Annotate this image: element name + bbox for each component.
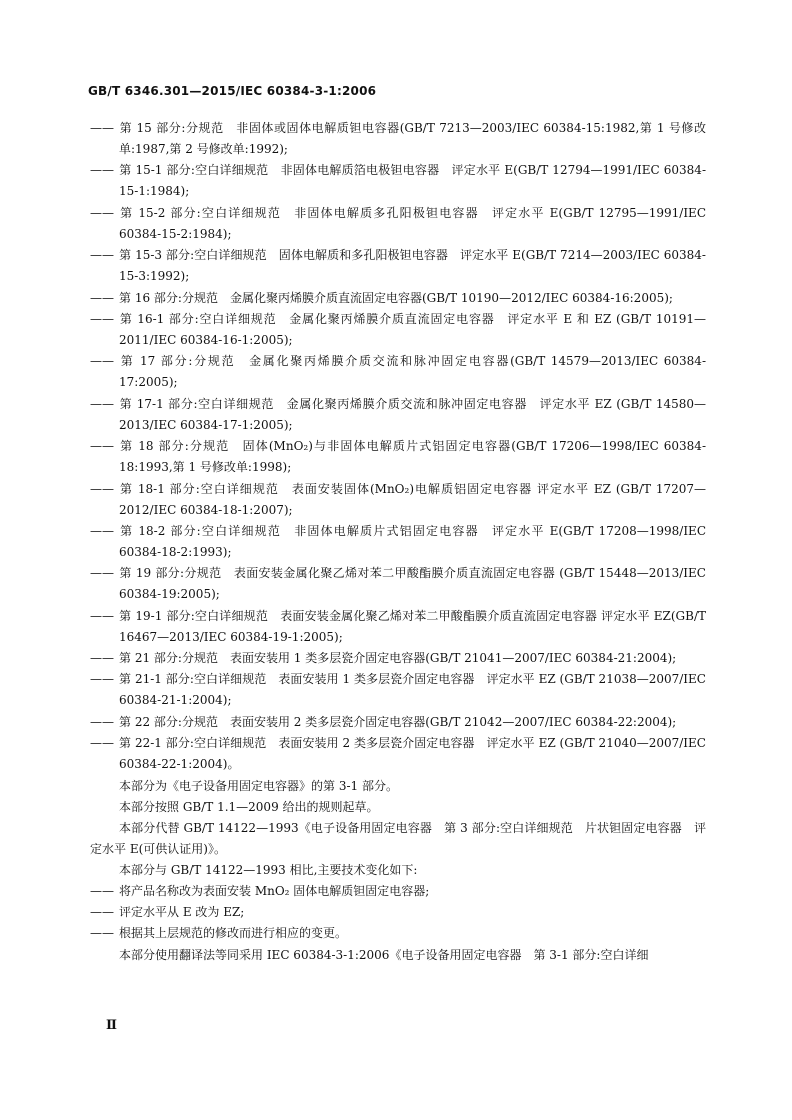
list-item-text: 第 17 部分:分规范 金属化聚丙烯膜介质交流和脉冲固定电容器(GB/T 14579—2013/IEC 60384-17:2005); [119, 354, 706, 390]
dash-marker: —— [90, 608, 114, 623]
changes-list [90, 881, 706, 945]
list-item-text: 第 21 部分:分规范 表面安装用 1 类多层瓷介固定电容器(GB/T 21041—2007/IEC 60384-21:2004); [119, 651, 677, 666]
list-item [90, 245, 706, 287]
change-item [90, 923, 706, 944]
dash-marker: —— [90, 672, 114, 687]
dash-marker: —— [90, 883, 114, 898]
dash-marker: —— [90, 163, 114, 178]
dash-marker: —— [90, 439, 114, 454]
list-item-text: 第 22 部分:分规范 表面安装用 2 类多层瓷介固定电容器(GB/T 21042—2007/IEC 60384-22:2004); [119, 714, 677, 729]
list-item [90, 606, 706, 648]
dash-marker: —— [90, 481, 114, 496]
paragraph-part-of-series: 本部分为《电子设备用固定电容器》的第 3-1 部分。 [119, 778, 398, 793]
list-item [90, 394, 706, 436]
list-item-text: 第 15-2 部分:空白详细规范 非固体电解质多孔阳极钽电容器 评定水平 E(GB/T 12795—1991/IEC 60384-15-2:1984); [119, 205, 706, 241]
dash-marker: —— [90, 523, 114, 538]
change-item [90, 902, 706, 923]
list-item [90, 521, 706, 563]
dash-marker: —— [90, 714, 114, 729]
document-body [90, 118, 706, 966]
list-item [90, 309, 706, 351]
list-item-text: 第 15 部分:分规范 非固体或固体电解质钽电容器(GB/T 7213—2003/IEC 60384-15:1982,第 1 号修改单:1987,第 2 号修改单:1992); [119, 121, 706, 156]
list-item [90, 669, 706, 711]
list-item [90, 712, 706, 733]
list-item [90, 733, 706, 775]
page-number: Ⅱ [106, 1018, 117, 1033]
list-item-text: 第 18 部分:分规范 固体(MnO₂)与非固体电解质片式铝固定电容器(GB/T 17206—1998/IEC 60384-18:1993,第 1 号修改单:1998); [119, 439, 706, 475]
change-item-text: 将产品名称改为表面安装 MnO₂ 固体电解质钽固定电容器; [119, 883, 430, 898]
dash-marker: —— [90, 121, 114, 135]
list-item-text: 第 16-1 部分:空白详细规范 金属化聚丙烯膜介质直流固定电容器 评定水平 E 和 EZ (GB/T 10191—2011/IEC 60384-16-1:2005); [119, 311, 706, 347]
list-item [90, 563, 706, 605]
dash-marker: —— [90, 396, 114, 411]
dash-marker: —— [90, 736, 114, 751]
dash-marker: —— [90, 205, 114, 220]
list-item-text: 第 22-1 部分:空白详细规范 表面安装用 2 类多层瓷介固定电容器 评定水平 EZ (GB/T 21040—2007/IEC 60384-22-1:2004)。 [119, 736, 706, 772]
list-item [90, 436, 706, 478]
list-item-text: 第 15-1 部分:空白详细规范 非固体电解质箔电极钽电容器 评定水平 E(GB/T 12794—1991/IEC 60384-15-1:1984); [119, 163, 706, 199]
list-item [90, 203, 706, 245]
paragraph-changes-intro: 本部分与 GB/T 14122—1993 相比,主要技术变化如下: [119, 862, 418, 877]
list-item [90, 648, 706, 669]
dash-marker: —— [90, 651, 114, 666]
dash-marker: —— [90, 566, 114, 581]
list-item-text: 第 15-3 部分:空白详细规范 固体电解质和多孔阳极钽电容器 评定水平 E(GB/T 7214—2003/IEC 60384-15-3:1992); [119, 248, 706, 284]
change-item [90, 881, 706, 902]
list-item-text: 第 18-1 部分:空白详细规范 表面安装固体(MnO₂)电解质铝固定电容器 评定水平 EZ (GB/T 17207—2012/IEC 60384-18-1:2007); [119, 481, 706, 517]
standard-code-header: GB/T 6346.301—2015/IEC 60384-3-1:2006 [88, 84, 377, 98]
paragraph-supersedes: 本部分代替 GB/T 14122—1993《电子设备用固定电容器 第 3 部分:空白详细规范 片状钽固定电容器 评定水平 E(可供认证用)》。 [90, 820, 706, 856]
list-item [90, 160, 706, 202]
change-item-text: 根据其上层规范的修改而进行相应的变更。 [119, 926, 348, 941]
dash-marker: —— [90, 290, 114, 305]
list-item [90, 479, 706, 521]
list-item-text: 第 17-1 部分:空白详细规范 金属化聚丙烯膜介质交流和脉冲固定电容器 评定水平 EZ (GB/T 14580—2013/IEC 60384-17-1:2005); [119, 396, 706, 432]
paragraph-drafting-rules: 本部分按照 GB/T 1.1—2009 给出的规则起草。 [119, 799, 379, 814]
list-item-text: 第 18-2 部分:空白详细规范 非固体电解质片式铝固定电容器 评定水平 E(GB/T 17208—1998/IEC 60384-18-2:1993); [119, 523, 706, 559]
list-item-text: 第 16 部分:分规范 金属化聚丙烯膜介质直流固定电容器(GB/T 10190—2012/IEC 60384-16:2005); [119, 290, 673, 305]
dash-marker: —— [90, 311, 114, 326]
parts-list [90, 118, 706, 775]
dash-marker: —— [90, 248, 114, 263]
list-item-text: 第 19-1 部分:空白详细规范 表面安装金属化聚乙烯对苯二甲酸酯膜介质直流固定电容器 评定水平 EZ(GB/T 16467—2013/IEC 60384-19-1:2005); [119, 608, 706, 644]
dash-marker: —— [90, 926, 114, 941]
paragraph-adoption: 本部分使用翻译法等同采用 IEC 60384-3-1:2006《电子设备用固定电容器 第 3-1 部分:空白详细 [119, 947, 649, 962]
list-item [90, 118, 706, 160]
change-item-text: 评定水平从 E 改为 EZ; [119, 905, 245, 920]
list-item-text: 第 21-1 部分:空白详细规范 表面安装用 1 类多层瓷介固定电容器 评定水平 EZ (GB/T 21038—2007/IEC 60384-21-1:2004); [119, 672, 706, 708]
list-item-text: 第 19 部分:分规范 表面安装金属化聚乙烯对苯二甲酸酯膜介质直流固定电容器 (GB/T 15448—2013/IEC 60384-19:2005); [119, 566, 706, 602]
list-item [90, 288, 706, 309]
dash-marker: —— [90, 354, 114, 369]
dash-marker: —— [90, 905, 114, 920]
list-item [90, 351, 706, 393]
